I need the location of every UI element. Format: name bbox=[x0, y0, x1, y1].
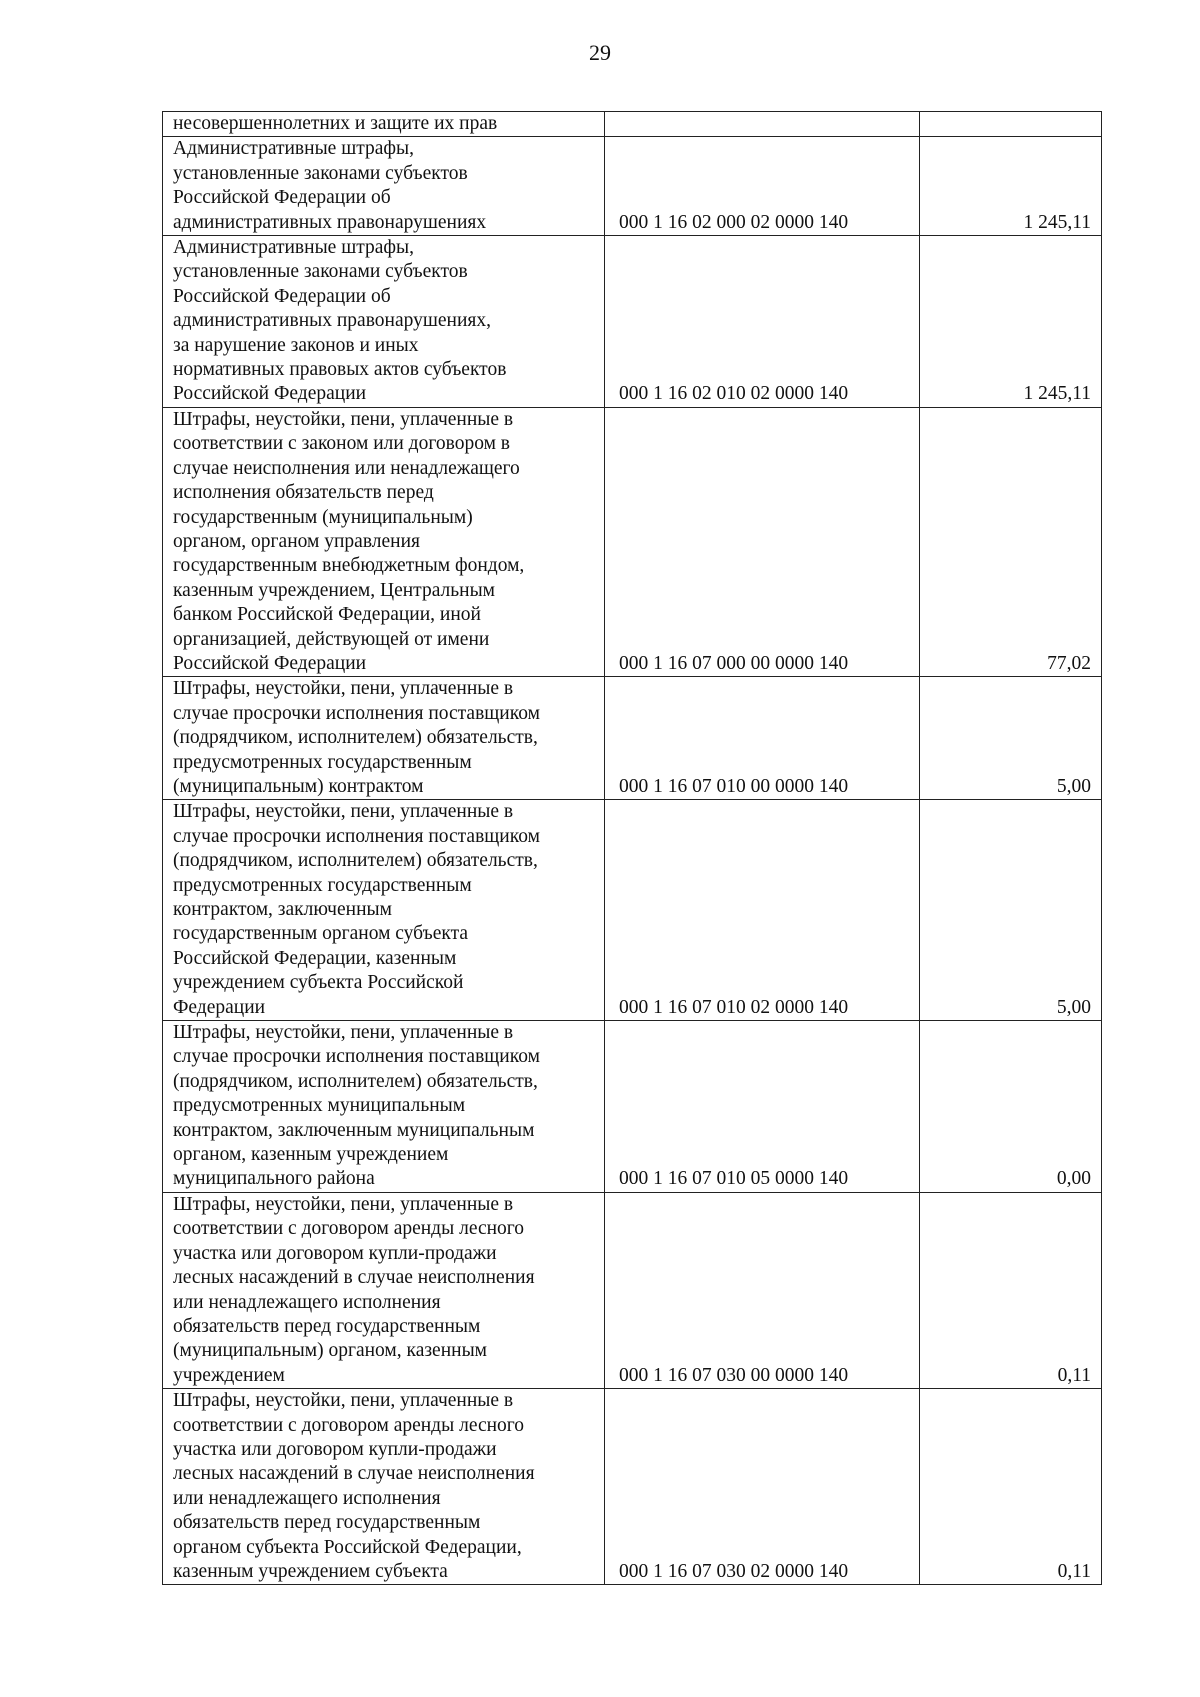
table-row bbox=[163, 137, 1102, 236]
table-row bbox=[163, 1021, 1102, 1193]
revenue-name-cell: Административные штрафы, установленные законами субъектов Российской Федерации об административных правонарушениях bbox=[163, 137, 605, 236]
budget-code-cell: 000 1 16 07 010 05 0000 140 bbox=[605, 1021, 920, 1193]
amount-cell: 0,00 bbox=[920, 1021, 1102, 1193]
amount-cell: 5,00 bbox=[920, 800, 1102, 1021]
table-row bbox=[163, 800, 1102, 1021]
page-number: 29 bbox=[589, 40, 611, 65]
amount-cell: 1 245,11 bbox=[920, 236, 1102, 408]
amount-cell: 77,02 bbox=[920, 407, 1102, 676]
revenue-name-cell: Штрафы, неустойки, пени, уплаченные в случае просрочки исполнения поставщиком (подрядчиком, исполнителем) обязательств, предусмотренных государственным контрактом, заключенным государственным органом субъекта Российской Федерации, казенным учреждением субъекта Российской Федерации bbox=[163, 800, 605, 1021]
budget-code-cell: 000 1 16 07 030 02 0000 140 bbox=[605, 1389, 920, 1585]
table-row bbox=[163, 407, 1102, 676]
budget-code-cell: 000 1 16 07 030 00 0000 140 bbox=[605, 1192, 920, 1388]
revenue-name-cell: Штрафы, неустойки, пени, уплаченные в соответствии с договором аренды лесного участка или договором купли-продажи лесных насаждений в случае неисполнения или ненадлежащего исполнения обязательств перед государственным (муниципальным) органом, казенным учреждением bbox=[163, 1192, 605, 1388]
table-row bbox=[163, 112, 1102, 137]
revenue-name-cell: Штрафы, неустойки, пени, уплаченные в соответствии с договором аренды лесного участка или договором купли-продажи лесных насаждений в случае неисполнения или ненадлежащего исполнения обязательств перед государственным органом субъекта Российской Федерации, казенным учреждением субъекта bbox=[163, 1389, 605, 1585]
revenue-name-cell: несовершеннолетних и защите их прав bbox=[163, 112, 605, 137]
revenue-name-cell: Штрафы, неустойки, пени, уплаченные в случае просрочки исполнения поставщиком (подрядчиком, исполнителем) обязательств, предусмотренных муниципальным контрактом, заключенным муниципальным органом, казенным учреждением муниципального района bbox=[163, 1021, 605, 1193]
budget-code-cell: 000 1 16 02 000 02 0000 140 bbox=[605, 137, 920, 236]
amount-cell: 0,11 bbox=[920, 1389, 1102, 1585]
budget-code-cell bbox=[605, 112, 920, 137]
amount-cell bbox=[920, 112, 1102, 137]
table-row bbox=[163, 1192, 1102, 1388]
table-row bbox=[163, 1389, 1102, 1585]
amount-cell: 1 245,11 bbox=[920, 137, 1102, 236]
budget-code-cell: 000 1 16 07 010 02 0000 140 bbox=[605, 800, 920, 1021]
budget-code-cell: 000 1 16 02 010 02 0000 140 bbox=[605, 236, 920, 408]
amount-cell: 5,00 bbox=[920, 677, 1102, 800]
budget-code-cell: 000 1 16 07 000 00 0000 140 bbox=[605, 407, 920, 676]
budget-code-cell: 000 1 16 07 010 00 0000 140 bbox=[605, 677, 920, 800]
table-row bbox=[163, 236, 1102, 408]
table-row bbox=[163, 677, 1102, 800]
revenue-name-cell: Административные штрафы, установленные законами субъектов Российской Федерации об административных правонарушениях, за нарушение законов и иных нормативных правовых актов субъектов Российской Федерации bbox=[163, 236, 605, 408]
amount-cell: 0,11 bbox=[920, 1192, 1102, 1388]
revenue-name-cell: Штрафы, неустойки, пени, уплаченные в соответствии с законом или договором в случае неисполнения или ненадлежащего исполнения обязательств перед государственным (муниципальным) органом, органом управления государственным внебюджетным фондом, казенным учреждением, Центральным банком Российской Федерации, иной организацией, действующей от имени Российской Федерации bbox=[163, 407, 605, 676]
budget-revenue-table bbox=[162, 111, 1102, 1585]
revenue-name-cell: Штрафы, неустойки, пени, уплаченные в случае просрочки исполнения поставщиком (подрядчиком, исполнителем) обязательств, предусмотренных государственным (муниципальным) контрактом bbox=[163, 677, 605, 800]
